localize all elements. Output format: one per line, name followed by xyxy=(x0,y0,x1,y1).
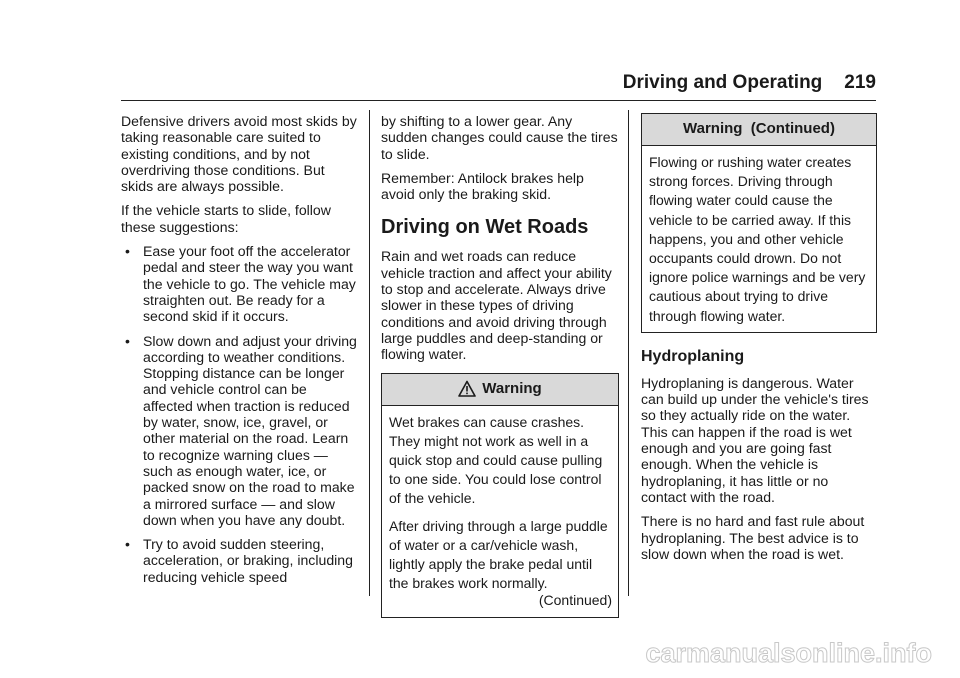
paragraph: If the vehicle starts to slide, follow these suggestions: xyxy=(121,202,331,235)
list-item xyxy=(121,243,357,324)
bullet-icon: • xyxy=(125,332,130,349)
warning-text: Flowing or rushing water creates strong forces. Driving through flowing water could cause the vehicle to be carried away. If this happens, you and other vehicle occupants could drown. Do not ignore police warnings and be very cautious about trying to drive through flowing water. xyxy=(649,154,866,324)
paragraph: Remember: Antilock brakes help avoid only the braking skid. xyxy=(381,169,584,203)
column-3 xyxy=(641,113,877,570)
section-title: Driving and Operating xyxy=(622,72,823,93)
paragraph: Hydroplaning is dangerous. Water can build up under the vehicle's tires so they actually ride on the water. This can happen if the road is wet enough and you are going fast enough. When the vehicle is hydroplaning, it has little or no contact with the road. xyxy=(641,374,869,505)
warning-body xyxy=(642,146,876,332)
bullet-continuation: by shifting to a lower gear. Any sudden changes could cause the tires to slide. xyxy=(381,113,618,162)
watermark xyxy=(0,618,960,678)
paragraph: Rain and wet roads can reduce vehicle traction and affect your ability to stop and accelerate. Always drive slower in these types of driving conditions and avoid driving through large puddles and deep-standing or flowing water. xyxy=(381,248,612,363)
column-divider-1 xyxy=(369,110,370,596)
warning-text: After driving through a large puddle of water or a car/vehicle wash, lightly apply the brake pedal until the brakes work normally. xyxy=(389,517,608,592)
list-item-text: Slow down and adjust your driving according to weather conditions. Stopping distance can be longer and vehicle control can be affected when traction is reduced by water, snow, ice, gravel, or other material on the road. Learn to recognize warning clues — such as enough water, ice, or packed snow on the road to make a mirrored surface — and slow down when you have any doubt. xyxy=(143,332,357,528)
page-number: 219 xyxy=(844,72,876,93)
list-item-text: Try to avoid sudden steering, acceleration, or braking, including reducing vehicle speed xyxy=(143,536,353,585)
column-1 xyxy=(121,113,357,593)
warning-header xyxy=(642,114,876,146)
paragraph: There is no hard and fast rule about hydroplaning. The best advice is to slow down when the road is wet. xyxy=(641,513,865,562)
warning-box xyxy=(381,373,619,618)
continued-note: (Continued) xyxy=(538,592,612,609)
column-2 xyxy=(381,113,619,618)
watermark-text: carmanualsonline.info xyxy=(645,638,932,668)
warning-box-continued xyxy=(641,113,877,333)
warning-text: Wet brakes can cause crashes. They might not work as well in a quick stop and could cause pulling to one side. You could lose control of the vehicle. xyxy=(389,413,603,507)
warning-header xyxy=(382,374,618,406)
subsection-heading: Hydroplaning xyxy=(641,347,745,365)
warning-title: Warning xyxy=(482,379,542,397)
page-header xyxy=(623,72,876,94)
header-rule xyxy=(121,100,876,101)
list-item xyxy=(121,536,357,585)
warning-triangle-icon xyxy=(458,380,476,398)
bullet-icon: • xyxy=(125,536,130,553)
paragraph: Defensive drivers avoid most skids by taking reasonable care suited to existing conditions, and by not overdriving those conditions. But skids are always possible. xyxy=(121,113,357,195)
bullet-icon: • xyxy=(125,243,130,260)
column-divider-2 xyxy=(628,110,629,596)
section-heading: Driving on Wet Roads xyxy=(381,216,589,239)
warning-title: Warning (Continued) xyxy=(683,120,835,138)
list-item xyxy=(121,333,357,529)
list-item-text: Ease your foot off the accelerator pedal and steer the way you want the vehicle to go. The vehicle may straighten out. Be ready for a second skid if it occurs. xyxy=(143,243,356,325)
warning-body xyxy=(382,406,618,617)
